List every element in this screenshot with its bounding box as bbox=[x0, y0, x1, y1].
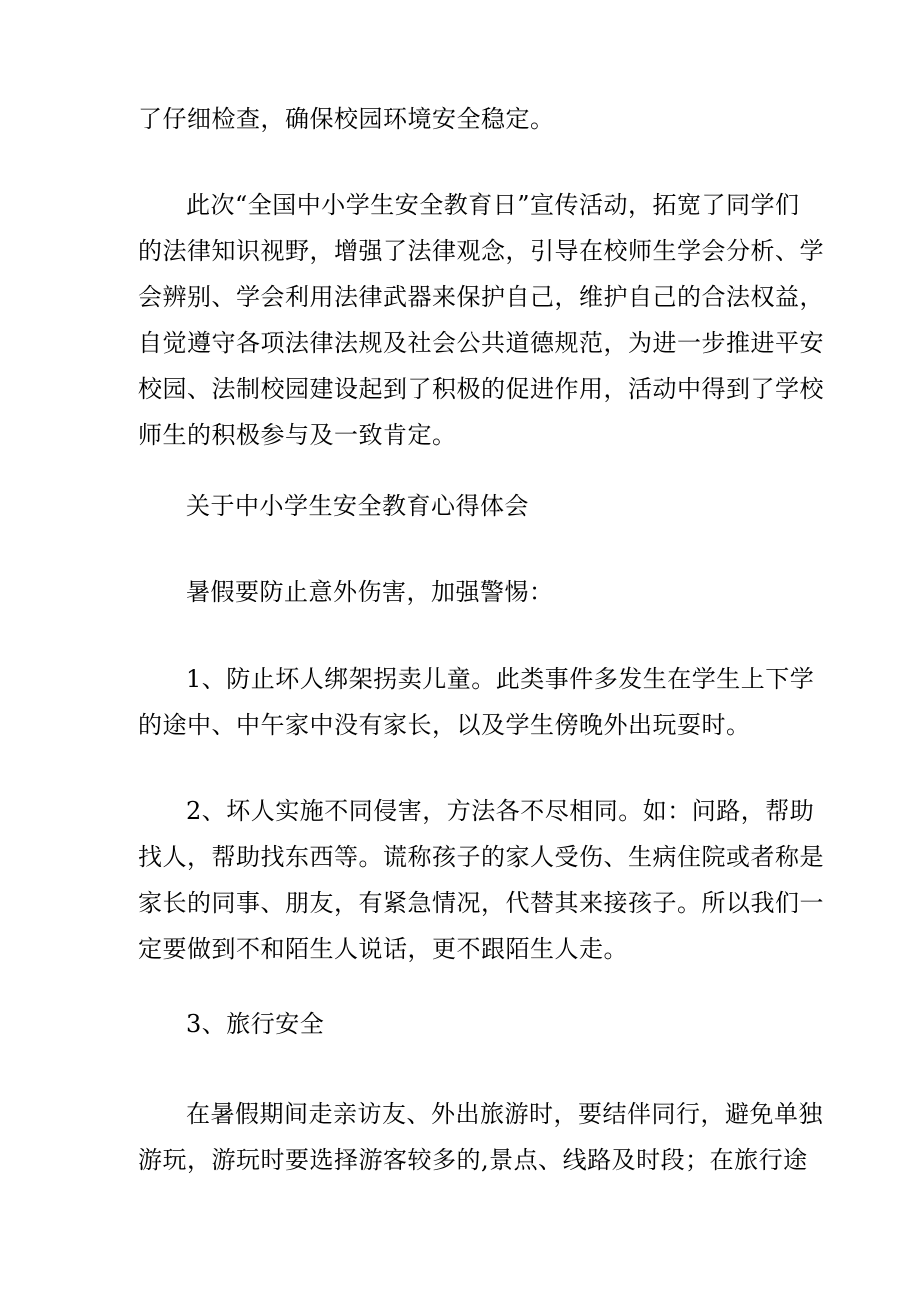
paragraph-continuation bbox=[138, 96, 788, 142]
paragraph-item-3 bbox=[138, 1001, 788, 1047]
text-line: 暑假要防止意外伤害，加强警惕： bbox=[186, 578, 554, 606]
text-line: 3、旅行安全 bbox=[186, 1010, 325, 1038]
text-line: 2、坏人实施不同侵害，方法各不尽相同。如：问路，帮助 bbox=[186, 797, 815, 825]
text-line: 了仔细检查，确保校园环境安全稳定。 bbox=[138, 105, 555, 133]
text-line: 的途中、中午家中没有家长，以及学生傍晚外出玩耍时。 bbox=[138, 711, 751, 739]
text-line: 自觉遵守各项法律法规及社会公共道德规范，为进一步推进平安 bbox=[138, 329, 824, 357]
paragraph-intro bbox=[138, 569, 788, 615]
text-line: 的法律知识视野，增强了法律观念，引导在校师生学会分析、学 bbox=[138, 237, 824, 265]
section-heading bbox=[138, 483, 788, 529]
text-line: 家长的同事、朋友，有紧急情况，代替其来接孩子。所以我们一 bbox=[138, 889, 824, 917]
heading-text: 关于中小学生安全教育心得体会 bbox=[186, 492, 529, 520]
text-line: 定要做到不和陌生人说话，更不跟陌生人走。 bbox=[138, 935, 628, 963]
paragraph-travel-safety bbox=[138, 1091, 823, 1183]
text-line: 找人，帮助找东西等。谎称孩子的家人受伤、生病住院或者称是 bbox=[138, 843, 824, 871]
text-line: 游玩，游玩时要选择游客较多的,景点、线路及时段；在旅行途 bbox=[138, 1146, 808, 1174]
paragraph-activity-summary bbox=[138, 182, 824, 458]
paragraph-item-2 bbox=[138, 788, 824, 972]
paragraph-item-1 bbox=[138, 656, 815, 748]
text-line: 1、防止坏人绑架拐卖儿童。此类事件多发生在学生上下学 bbox=[186, 665, 815, 693]
text-line: 在暑假期间走亲访友、外出旅游时，要结伴同行，避免单独 bbox=[186, 1100, 823, 1128]
text-line: 校园、法制校园建设起到了积极的促进作用，活动中得到了学校 bbox=[138, 375, 824, 403]
text-line: 师生的积极参与及一致肯定。 bbox=[138, 421, 457, 449]
text-line: 此次“全国中小学生安全教育日”宣传活动，拓宽了同学们 bbox=[186, 191, 800, 219]
text-line: 会辨别、学会利用法律武器来保护自己，维护自己的合法权益， bbox=[138, 283, 824, 311]
